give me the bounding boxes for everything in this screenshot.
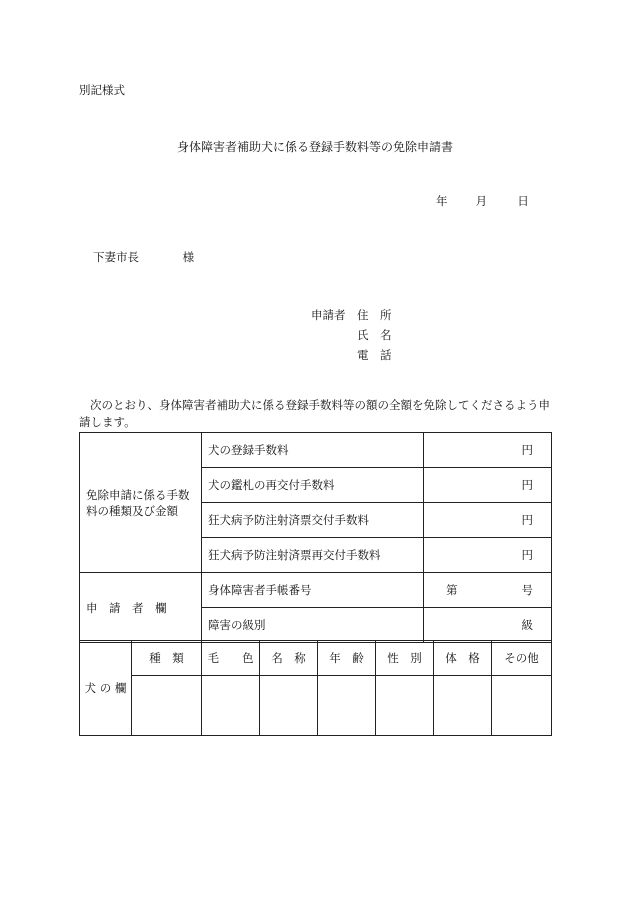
applicant-lead: 申請者 bbox=[311, 308, 346, 322]
applicant-phone-label: 電 話 bbox=[357, 348, 392, 362]
dog-sex-cell[interactable] bbox=[376, 676, 434, 736]
date-year: 年 bbox=[436, 194, 448, 208]
applicant-block bbox=[311, 305, 417, 365]
handbook-number-label: 身体障害者手帳番号 bbox=[202, 573, 424, 608]
date-month: 月 bbox=[475, 194, 488, 208]
handbook-number-field[interactable] bbox=[424, 573, 552, 608]
dog-breed-cell[interactable] bbox=[132, 676, 202, 736]
fee-item-label: 犬の登録手数料 bbox=[202, 433, 424, 468]
dog-name-cell[interactable] bbox=[260, 676, 318, 736]
fee-item-label: 犬の鑑札の再交付手数料 bbox=[202, 468, 424, 503]
addressee-honorific: 様 bbox=[182, 250, 195, 264]
fee-item-amount[interactable]: 円 bbox=[424, 468, 552, 503]
fee-item-label: 狂犬病予防注射済票再交付手数料 bbox=[202, 538, 424, 573]
dog-entry-row bbox=[80, 676, 552, 736]
dog-col-name: 名 称 bbox=[260, 641, 318, 676]
dog-header-row bbox=[80, 641, 552, 676]
date-line bbox=[436, 193, 529, 209]
dog-col-build: 体 格 bbox=[434, 641, 492, 676]
dog-table bbox=[79, 640, 552, 736]
applicant-section-header: 申 請 者 欄 bbox=[80, 573, 202, 643]
date-day: 日 bbox=[517, 194, 529, 208]
dog-col-other: その他 bbox=[492, 641, 552, 676]
dog-age-cell[interactable] bbox=[318, 676, 376, 736]
applicant-row bbox=[80, 573, 552, 608]
fee-item-amount[interactable]: 円 bbox=[424, 503, 552, 538]
fee-item-amount[interactable]: 円 bbox=[424, 433, 552, 468]
applicant-name-label: 氏 名 bbox=[357, 328, 392, 342]
dog-color-cell[interactable] bbox=[202, 676, 260, 736]
fee-item-label: 狂犬病予防注射済票交付手数料 bbox=[202, 503, 424, 538]
application-statement: 次のとおり、身体障害者補助犬に係る登録手数料等の額の全額を免除してくださるよう申請します。 bbox=[79, 398, 550, 429]
addressee bbox=[93, 249, 194, 265]
fee-item-amount[interactable]: 円 bbox=[424, 538, 552, 573]
fee-section-header: 免除申請に係る手数料の種類及び金額 bbox=[80, 433, 202, 573]
dog-other-cell[interactable] bbox=[492, 676, 552, 736]
fee-row bbox=[80, 433, 552, 468]
dog-col-age: 年 齢 bbox=[318, 641, 376, 676]
handbook-suffix: 号 bbox=[521, 583, 533, 597]
disability-grade-label: 障害の級別 bbox=[202, 608, 424, 643]
disability-grade-field[interactable]: 級 bbox=[424, 608, 552, 643]
fee-table bbox=[79, 432, 552, 643]
dog-col-color: 毛 色 bbox=[202, 641, 260, 676]
dog-build-cell[interactable] bbox=[434, 676, 492, 736]
form-label: 別記様式 bbox=[79, 83, 125, 97]
addressee-name: 下妻市長 bbox=[93, 250, 139, 264]
dog-section-header: 犬 の 欄 bbox=[80, 641, 132, 736]
document-title: 身体障害者補助犬に係る登録手数料等の免除申請書 bbox=[176, 140, 453, 154]
handbook-prefix: 第 bbox=[446, 583, 458, 597]
dog-col-breed: 種 類 bbox=[132, 641, 202, 676]
applicant-address-label: 住 所 bbox=[357, 308, 392, 322]
dog-col-sex: 性 別 bbox=[376, 641, 434, 676]
